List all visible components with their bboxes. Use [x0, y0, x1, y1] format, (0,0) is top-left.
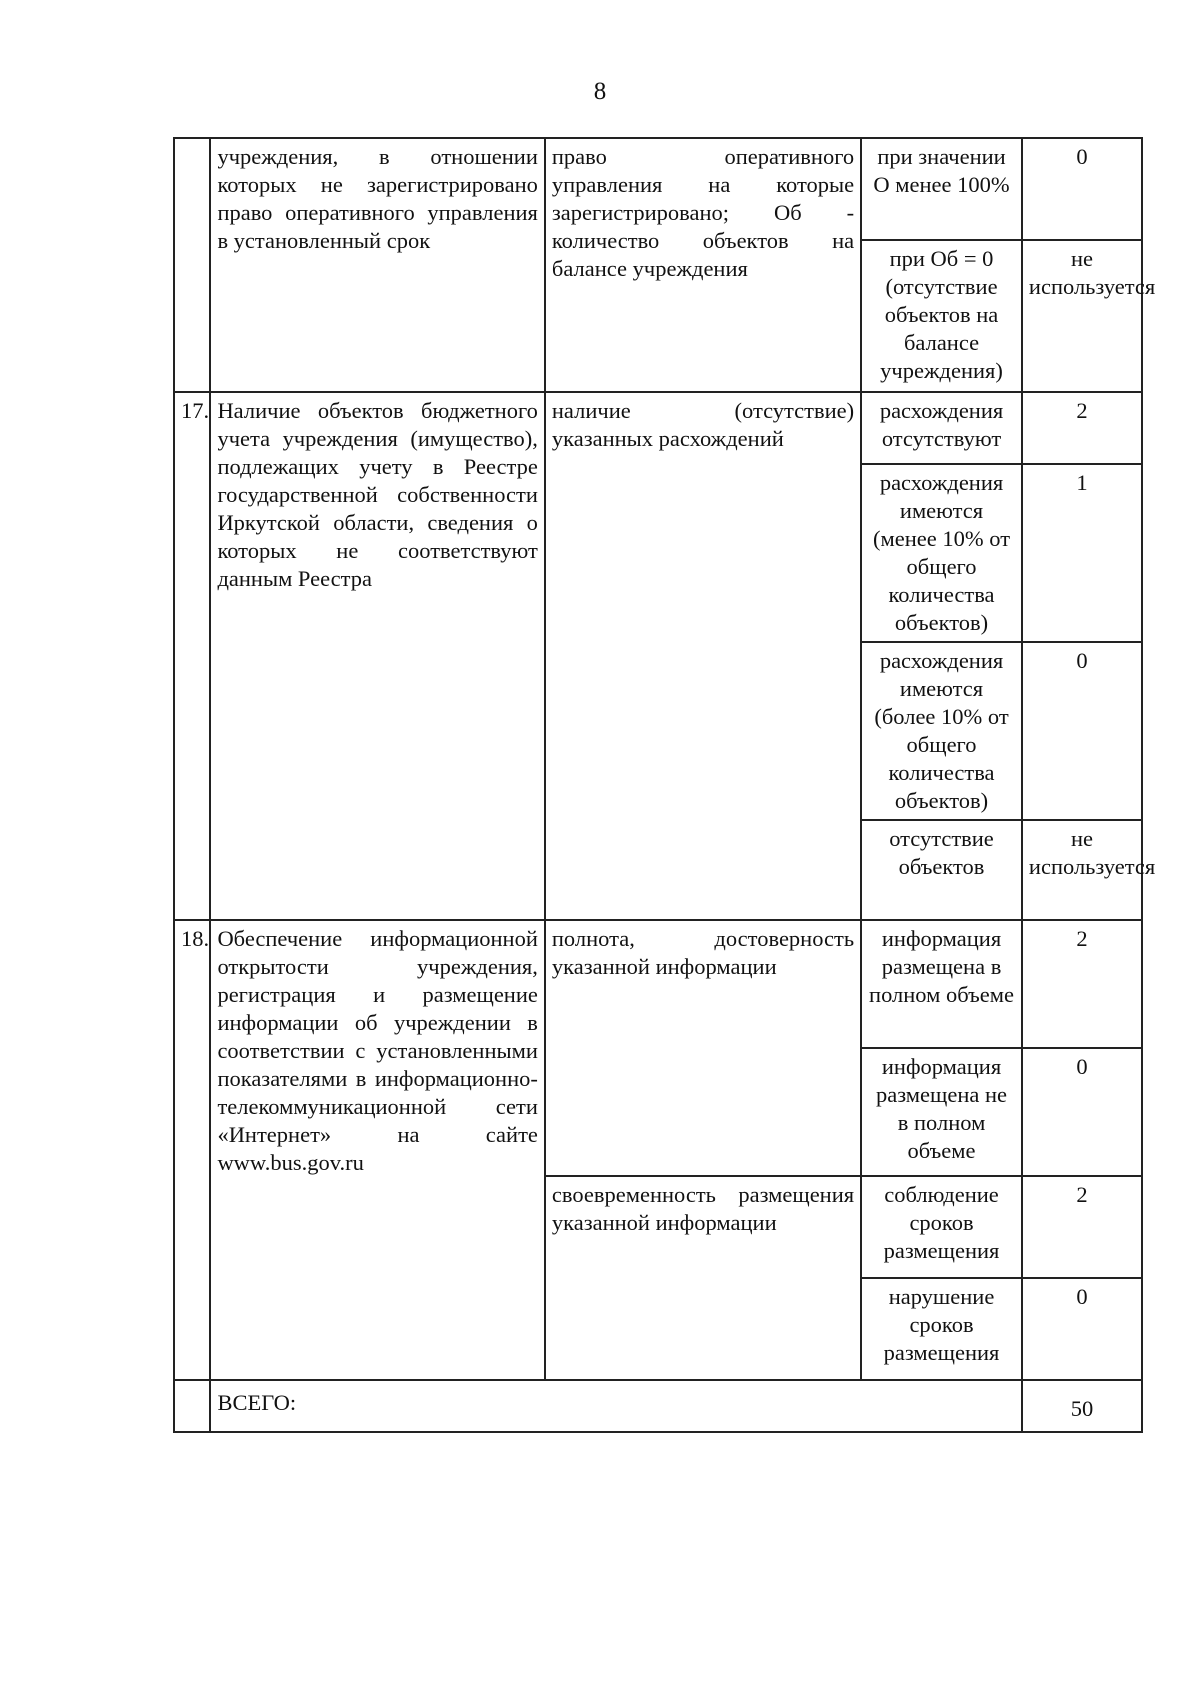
method-cell: своевременность размещения указанной информации: [545, 1176, 861, 1380]
condition-cell: расхождения имеются (более 10% от общего количества объектов): [861, 642, 1022, 820]
method-cell: полнота, достоверность указанной информации: [545, 920, 861, 1176]
total-row: [174, 1380, 1142, 1432]
score-cell: 2: [1022, 392, 1142, 464]
row-number-cell: 17.: [174, 392, 210, 920]
table-row: [174, 920, 1142, 1048]
condition-cell: при значении О менее 100%: [861, 138, 1022, 240]
row-number-cell: 18.: [174, 920, 210, 1380]
row-number-cell: [174, 1380, 210, 1432]
criteria-table: [173, 137, 1156, 1433]
criterion-name-cell: Обеспечение информационной открытости учреждения, регистрация и размещение информации об учреждении в соответствии с установленными показателями в информационно-телекоммуникационной сети «Интернет» на сайте www.bus.gov.ru: [210, 920, 544, 1380]
condition-cell: расхождения отсутствуют: [861, 392, 1022, 464]
condition-cell: расхождения имеются (менее 10% от общего количества объектов): [861, 464, 1022, 642]
score-cell: 2: [1022, 1176, 1142, 1278]
score-cell: не используется: [1022, 240, 1142, 392]
table-row: [174, 392, 1142, 464]
method-cell: наличие (отсутствие) указанных расхождений: [545, 392, 861, 920]
condition-cell: информация размещена не в полном объеме: [861, 1048, 1022, 1176]
page-number: 8: [593, 78, 607, 105]
score-cell: 0: [1022, 642, 1142, 820]
score-cell: 1: [1022, 464, 1142, 642]
criterion-name-cell: Наличие объектов бюджетного учета учреждения (имущество), подлежащих учету в Реестре государственной собственности Иркутской области, сведения о которых не соответствуют данным Реестра: [210, 392, 544, 920]
method-cell: право оперативного управления на которые зарегистрировано; Об - количество объектов на балансе учреждения: [545, 138, 861, 392]
condition-cell: при Об = 0 (отсутствие объектов на балансе учреждения): [861, 240, 1022, 392]
score-cell: 0: [1022, 138, 1142, 240]
total-score: 50: [1022, 1380, 1142, 1432]
condition-cell: отсутствие объектов: [861, 820, 1022, 920]
score-cell: 0: [1022, 1048, 1142, 1176]
score-cell: 0: [1022, 1278, 1142, 1380]
condition-cell: соблюдение сроков размещения: [861, 1176, 1022, 1278]
condition-cell: информация размещена в полном объеме: [861, 920, 1022, 1048]
score-cell: не используется: [1022, 820, 1142, 920]
row-number-cell: [174, 138, 210, 392]
criterion-name-cell: учреждения, в отношении которых не зарегистрировано право оперативного управления в установленный срок: [210, 138, 544, 392]
condition-cell: нарушение сроков размещения: [861, 1278, 1022, 1380]
table-row: [174, 138, 1142, 240]
score-cell: 2: [1022, 920, 1142, 1048]
total-label: ВСЕГО:: [210, 1380, 1021, 1432]
